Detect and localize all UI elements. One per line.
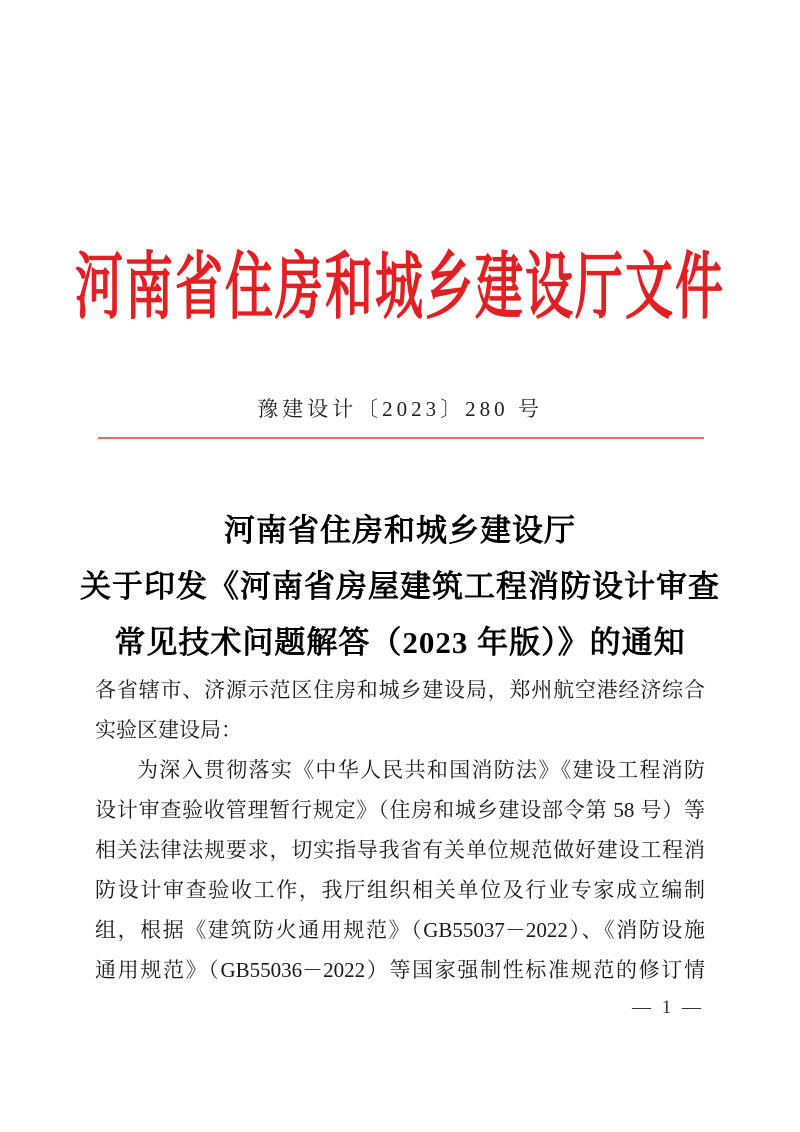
letterhead-title: 河南省住房和城乡建设厅文件: [74, 247, 725, 328]
body-line: 实验区建设局：: [95, 718, 242, 742]
letterhead-divider: [98, 437, 704, 439]
body-line: 相关法律法规要求，切实指导我省有关单位规范做好建设工程消: [95, 838, 705, 862]
notice-title-line-3: 常见技术问题解答（2023 年版）》的通知: [114, 625, 686, 660]
body-line: 防设计审查验收工作，我厅组织相关单位及行业专家成立编制: [95, 878, 705, 902]
body-line: 组，根据《建筑防火通用规范》（GB55037－2022）、《消防设施: [95, 918, 705, 942]
notice-title-line-2: 关于印发《河南省房屋建筑工程消防设计审查: [80, 569, 720, 604]
notice-title: [50, 503, 750, 671]
body-line: 为深入贯彻落实《中华人民共和国消防法》《建设工程消防: [137, 758, 705, 782]
body-line: 设计审查验收管理暂行规定》（住房和城乡建设部令第 58 号）等: [95, 798, 705, 822]
page-number: — 1 —: [632, 997, 704, 1018]
body-line: 通用规范》（GB55036－2022）等国家强制性标准规范的修订情: [95, 958, 705, 982]
notice-title-line-1: 河南省住房和城乡建设厅: [224, 513, 576, 548]
document-number: 豫建设计〔2023〕280 号: [257, 397, 543, 421]
body-line: 各省辖市、济源示范区住房和城乡建设局，郑州航空港经济综合: [95, 678, 705, 702]
body-text: [95, 670, 705, 990]
